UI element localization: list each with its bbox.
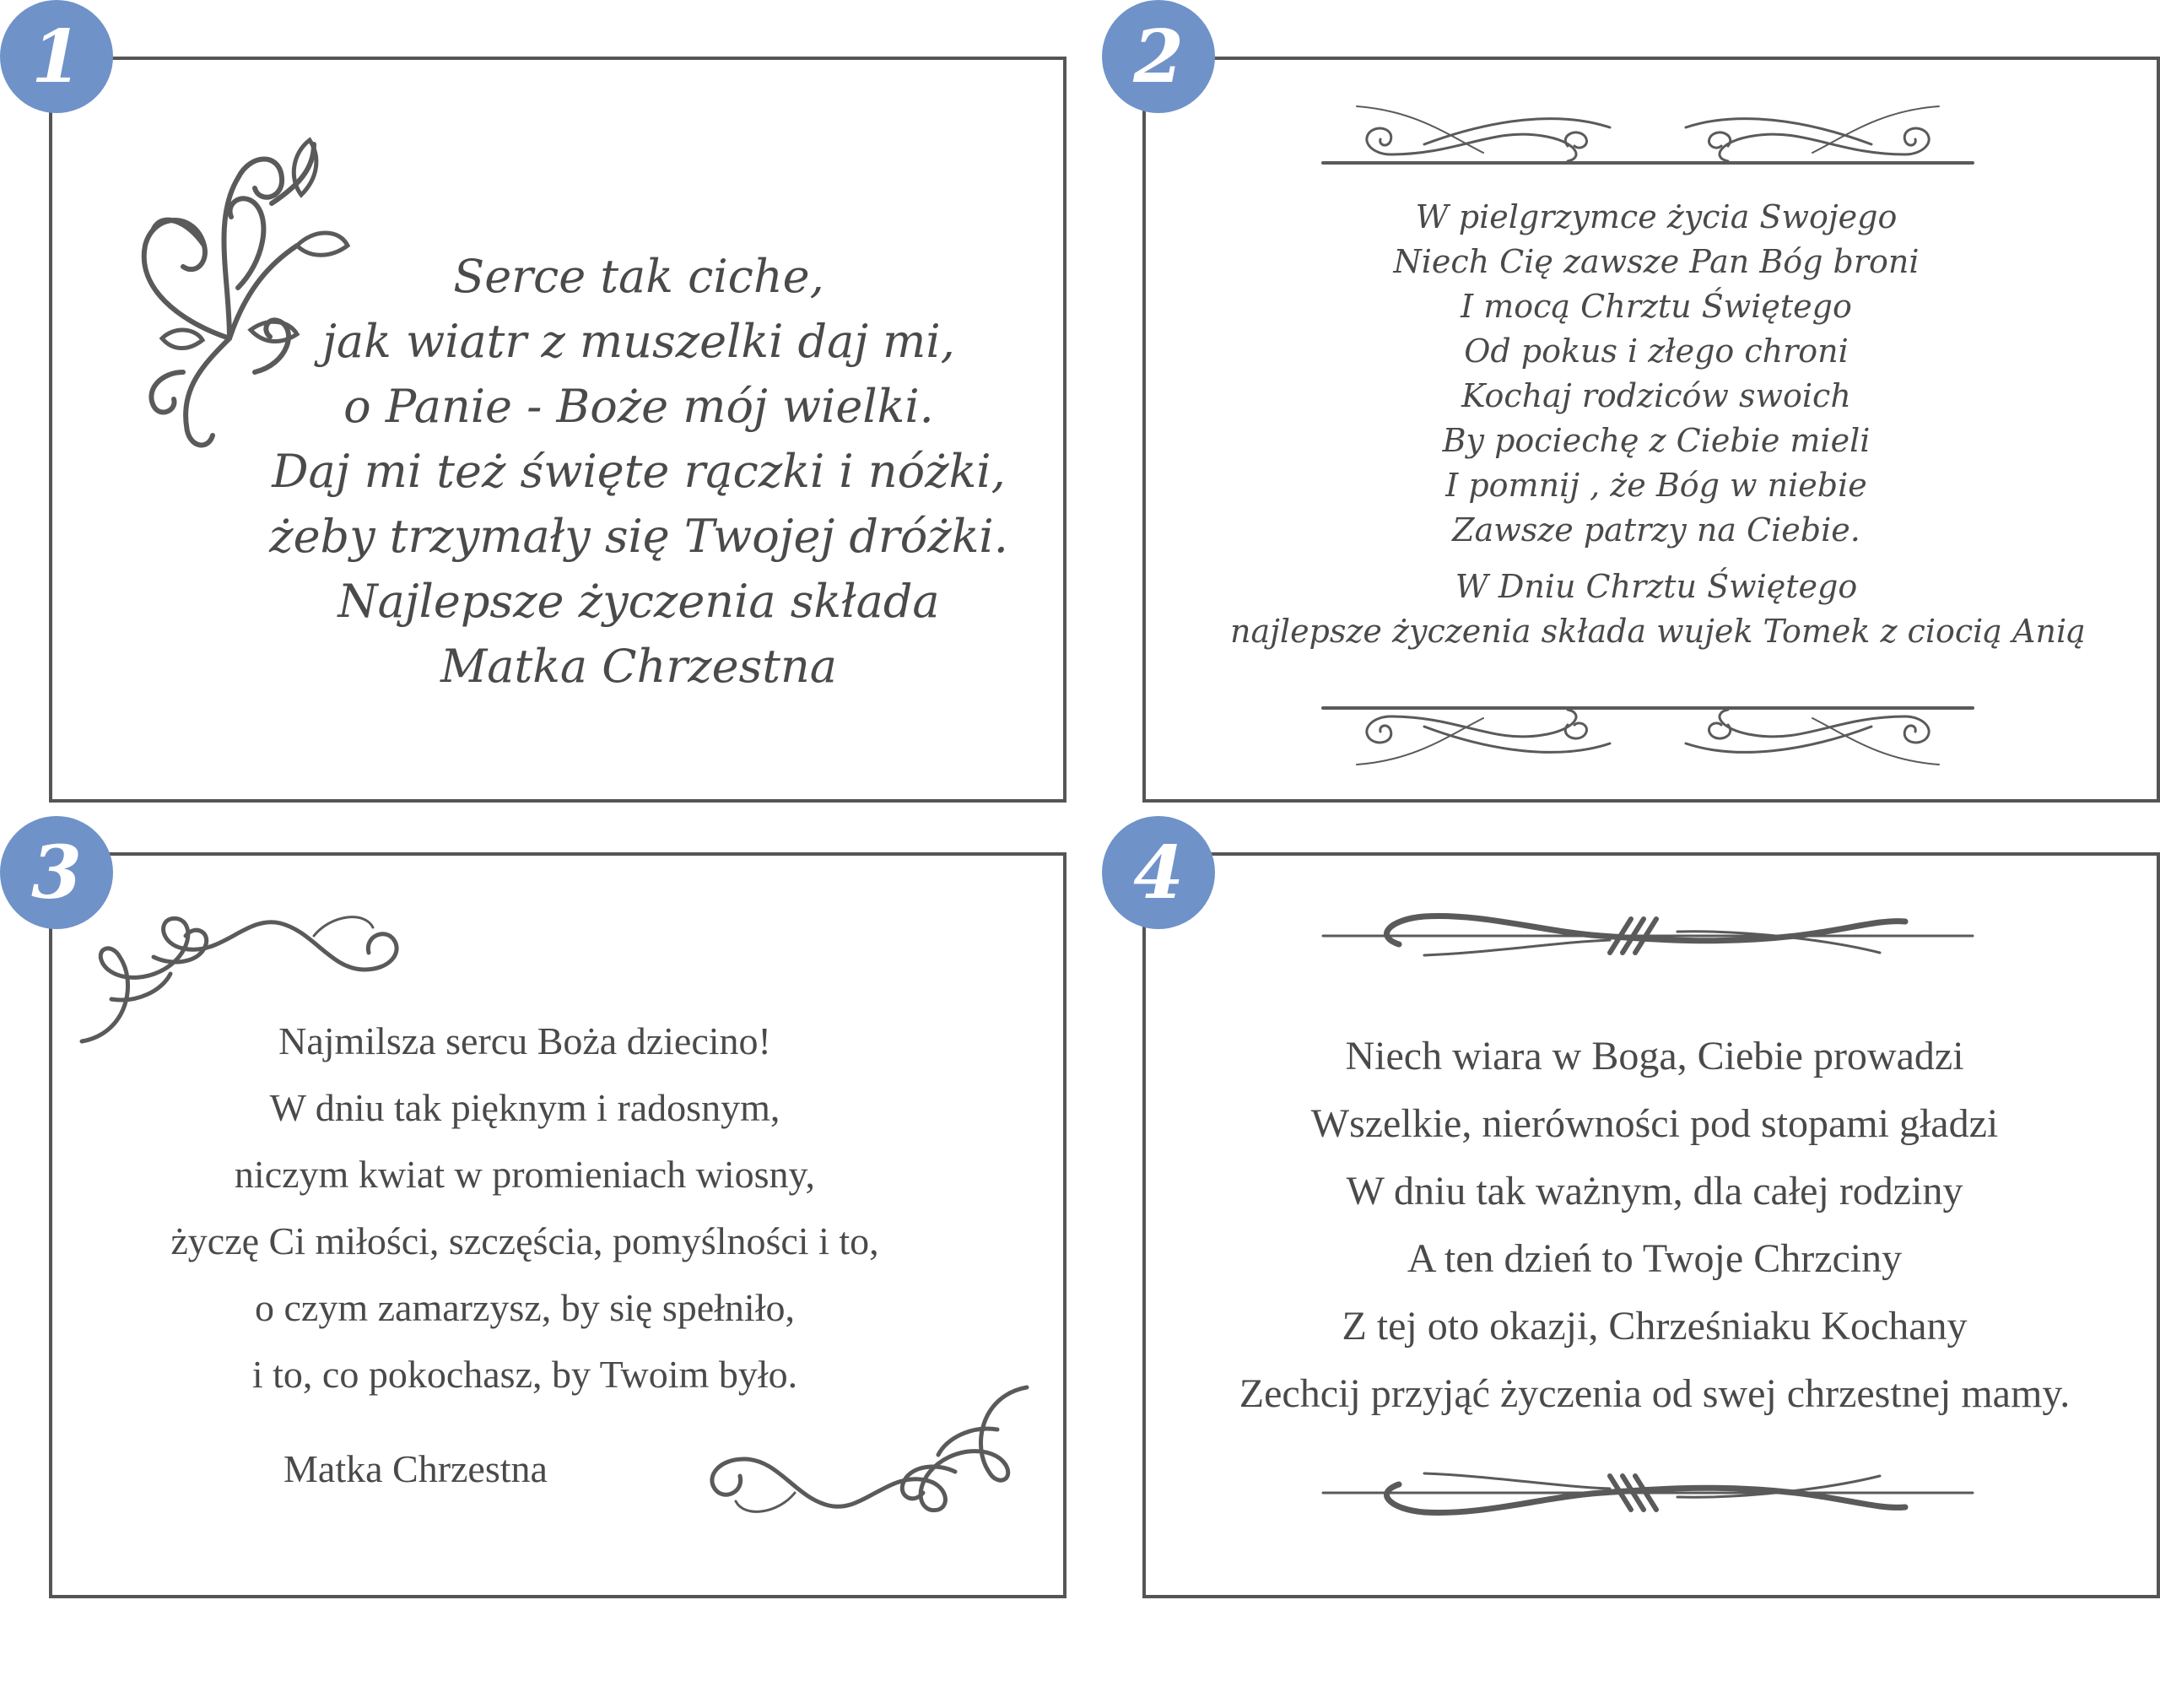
card-number-badge: 2 — [1102, 0, 1215, 113]
flourish-divider-top-icon — [1323, 102, 1973, 186]
calligraphic-swirl-bottom-icon — [702, 1379, 1031, 1548]
card-number-badge: 3 — [0, 816, 113, 929]
poem-line: Daj mi też święte rączki i nóżki, — [272, 445, 1006, 498]
poem-line: W pielgrzymce życia Swojego — [1415, 198, 1898, 235]
card-number-badge: 4 — [1102, 816, 1215, 929]
poem-line: o czym zamarzysz, by się spełniło, — [255, 1286, 795, 1329]
poem-line: Niech wiara w Boga, Ciebie prowadzi — [1345, 1034, 1964, 1078]
poem-line: W dniu tak pięknym i radosnym, — [269, 1086, 780, 1129]
closing-line: najlepsze życzenia składa wujek Tomek z ciocią Anią — [1230, 613, 2086, 650]
poem-line: Od pokus i złego chroni — [1464, 332, 1849, 370]
poem-text — [1196, 1023, 2113, 1428]
poem-line: Wszelkie, nierówności pod stopami gładzi — [1310, 1101, 1999, 1146]
signature: Matka Chrzestna — [284, 1447, 548, 1490]
poem-line: życzę Ci miłości, szczęścia, pomyślności i to, — [170, 1219, 879, 1262]
poem-line: By pociechę z Ciebie mieli — [1442, 422, 1871, 459]
poem-line: niczym kwiat w promieniach wiosny, — [234, 1153, 816, 1196]
poem-text — [145, 1008, 904, 1408]
poem-line: Serce tak ciche, — [453, 250, 824, 303]
poem-line: Niech Cię zawsze Pan Bóg broni — [1393, 243, 1920, 280]
poem-line: I mocą Chrztu Świętego — [1461, 288, 1852, 325]
poem-line: Matka Chrzestna — [440, 640, 837, 693]
card-4 — [1142, 852, 2160, 1598]
card-2 — [1142, 57, 2160, 803]
poem-text — [1230, 195, 2086, 654]
closing-line: W Dniu Chrztu Świętego — [1455, 568, 1858, 605]
poem-line: o Panie - Boże mój wielki. — [343, 380, 934, 433]
card-1 — [49, 57, 1066, 803]
flourish-divider-bottom-icon — [1323, 684, 1973, 769]
poem-line: Zawsze patrzy na Ciebie. — [1452, 511, 1860, 549]
poem-line: żeby trzymały się Twojej dróżki. — [269, 510, 1008, 563]
card-number-badge: 1 — [0, 0, 113, 113]
poem-line: jak wiatr z muszelki daj mi, — [322, 315, 955, 368]
poem-line: W dniu tak ważnym, dla całej rodziny — [1346, 1169, 1963, 1213]
poem-line: A ten dzień to Twoje Chrzciny — [1407, 1236, 1903, 1281]
poem-line: I pomnij , że Bóg w niebie — [1445, 467, 1867, 504]
poem-line: i to, co pokochasz, by Twoim było. — [251, 1353, 798, 1396]
line-flourish-top-icon — [1323, 906, 1973, 965]
card-3 — [49, 852, 1066, 1598]
poem-line: Zechcij przyjąć życzenia od swej chrzestnej mamy. — [1239, 1371, 2071, 1416]
poem-line: Z tej oto okazji, Chrześniaku Kochany — [1342, 1304, 1968, 1349]
poem-text — [263, 244, 1014, 699]
poem-line: Najmilsza sercu Boża dziecino! — [278, 1019, 771, 1062]
line-flourish-bottom-icon — [1323, 1463, 1973, 1522]
poem-line: Najlepsze życzenia składa — [338, 575, 940, 628]
poem-line: Kochaj rodziców swoich — [1461, 377, 1851, 414]
